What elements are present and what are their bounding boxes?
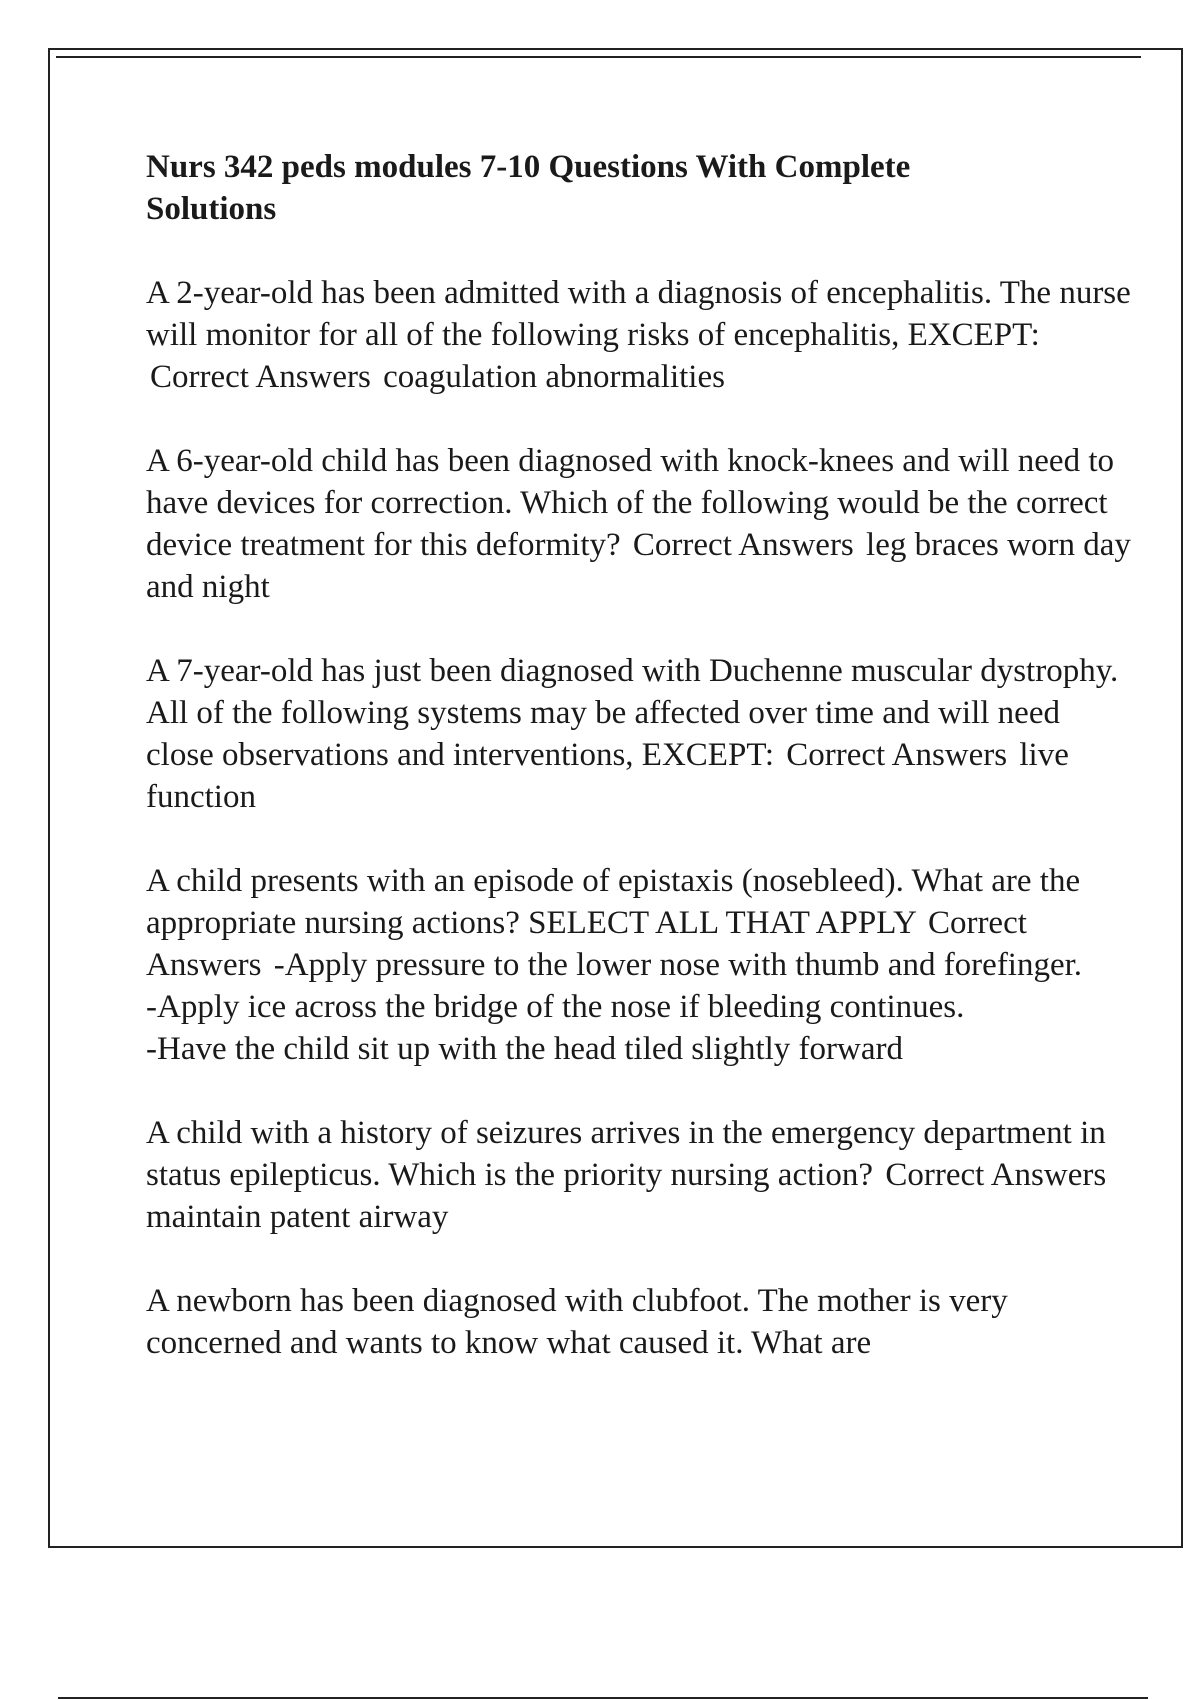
answer-label: Correct Answers [786,737,1008,773]
qa-item-2 [146,440,1136,608]
answer-text-line-3: -Have the child sit up with the head tiled slightly forward [146,1031,903,1067]
qa-item-6 [146,1280,1136,1364]
bottom-rule [58,1697,1148,1699]
answer-label: Correct Answers [632,527,854,563]
answer-text-line-2: -Apply ice across the bridge of the nose if bleeding continues. [146,989,965,1025]
question-text: A child presents with an episode of epistaxis (nosebleed). What are the appropriate nursing actions? SELECT ALL THAT APPLY [146,863,1081,941]
answer-label: Correct Answers [146,905,1027,983]
qa-item-4 [146,860,1136,1070]
qa-item-3 [146,650,1136,818]
answer-text: coagulation abnormalities [383,359,725,395]
answer-text: -Apply pressure to the lower nose with thumb and forefinger. [273,947,1083,983]
answer-text: live function [146,737,1069,815]
document-title [146,146,1136,230]
qa-item-5 [146,1112,1136,1238]
answer-label: Correct Answers [150,359,371,395]
title-line-1: Nurs 342 peds modules 7-10 Questions With Complete [146,149,911,185]
question-text: A child with a history of seizures arrives in the emergency department in status epilepticus. Which is the priority nursing action? [146,1115,1106,1193]
answer-label: Correct Answers [885,1157,1107,1193]
title-line-2: Solutions [146,191,277,227]
top-rule [56,56,1141,58]
question-text: A newborn has been diagnosed with clubfoot. The mother is very concerned and wants to know what caused it. What are [146,1283,1008,1361]
answer-text: maintain patent airway [146,1199,449,1235]
answer-text: leg braces worn day and night [146,527,1131,605]
qa-item-1 [146,272,1136,398]
question-text: A 6-year-old child has been diagnosed with knock-knees and will need to have devices for correction. Which of the following would be the correct device treatment for this deformity? [146,443,1114,563]
question-text: A 2-year-old has been admitted with a diagnosis of encephalitis. The nurse will monitor for all of the following risks of encephalitis, EXCEPT: [146,275,1131,353]
question-text: A 7-year-old has just been diagnosed with Duchenne muscular dystrophy. All of the following systems may be affected over time and will need close observations and interventions, EXCEPT: [146,653,1119,773]
document-content [146,146,1136,1406]
page-frame [48,48,1183,1548]
